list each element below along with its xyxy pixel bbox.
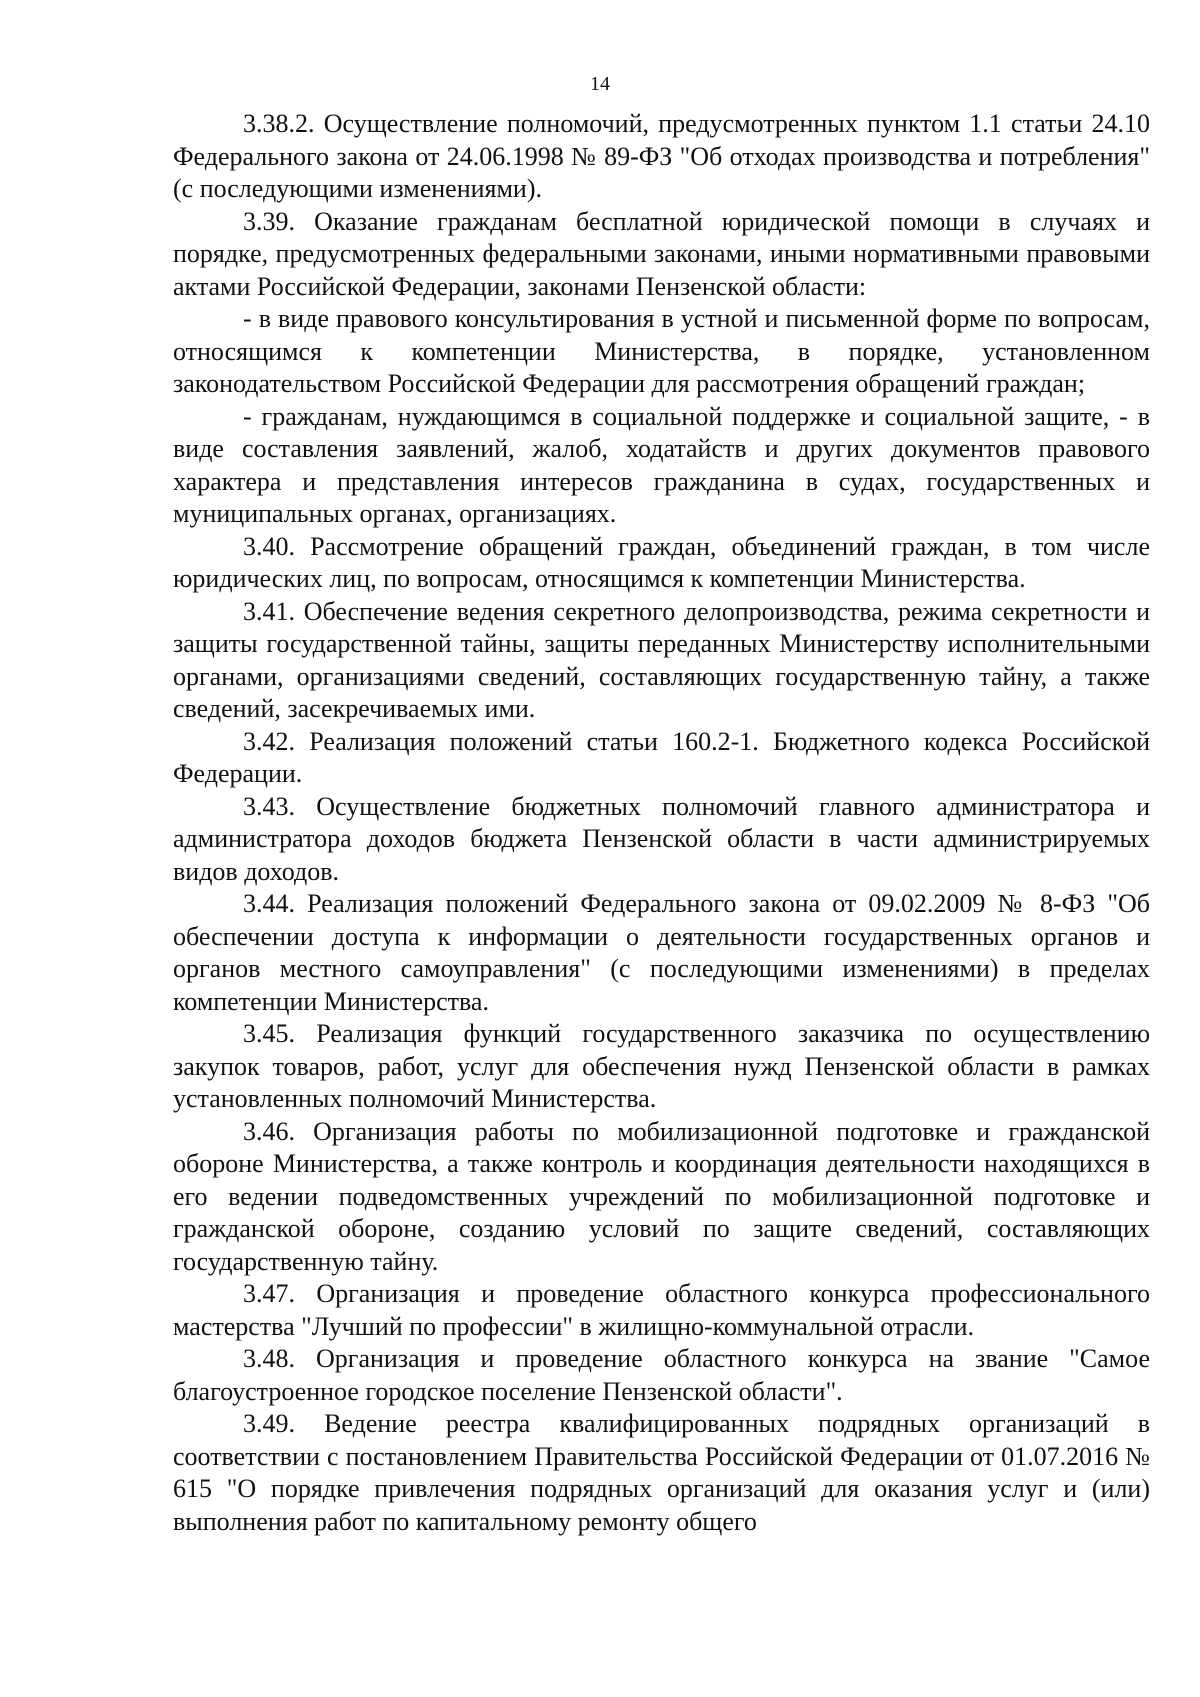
paragraph-3-46: 3.46. Организация работы по мобилизационной подготовке и гражданской обороне Министерства, а также контроль и координация деятельности находящихся в его ведении подведомственных учреждений по мобилизационной подготовке и гражданской обороне, созданию условий по защите сведений, составляющих государственную тайну. [173,1116,1150,1276]
paragraph-3-39-item-consulting: - в виде правового консультирования в устной и письменной форме по вопросам, относящимся к компетенции Министерства, в порядке, установленном законодательством Российской Федерации для рассмотрения обращений граждан; [173,304,1150,398]
paragraph-3-41: 3.41. Обеспечение ведения секретного делопроизводства, режима секретности и защиты государственной тайны, защиты переданных Министерству исполнительными органами, организациями сведений, составляющих государственную тайну, а также сведений, засекречиваемых ими. [173,596,1150,723]
paragraph-3-38-2: 3.38.2. Осуществление полномочий, предусмотренных пунктом 1.1 статьи 24.10 Федерального закона от 24.06.1998 № 89-ФЗ "Об отходах производства и потребления" (с последующими изменениями). [173,109,1150,203]
paragraph-3-39: 3.39. Оказание гражданам бесплатной юридической помощи в случаях и порядке, предусмотренных федеральными законами, иными нормативными правовыми актами Российской Федерации, законами Пензенской области: [173,206,1150,301]
document-body [173,108,1150,1538]
page-number: 14 [590,73,610,95]
paragraph-3-43: 3.43. Осуществление бюджетных полномочий главного администратора и администратора доходов бюджета Пензенской области в части администрируемых видов доходов. [173,791,1150,886]
paragraph-3-48: 3.48. Организация и проведение областного конкурса на звание "Самое благоустроенное городское поселение Пензенской области". [173,1344,1150,1406]
paragraph-3-39-item-social-support: - гражданам, нуждающимся в социальной поддержке и социальной защите, - в виде составления заявлений, жалоб, ходатайств и других документов правового характера и представления интересов гражданина в судах, государственных и муниципальных органах, организациях. [173,401,1150,528]
paragraph-3-47: 3.47. Организация и проведение областного конкурса профессионального мастерства "Лучший по профессии" в жилищно-коммунальной отрасли. [173,1279,1150,1341]
paragraph-3-44: 3.44. Реализация положений Федерального закона от 09.02.2009 № 8-ФЗ "Об обеспечении доступа к информации о деятельности государственных органов и органов местного самоуправления" (с последующими изменениями) в пределах компетенции Министерства. [173,889,1150,1016]
paragraph-3-45: 3.45. Реализация функций государственного заказчика по осуществлению закупок товаров, работ, услуг для обеспечения нужд Пензенской области в рамках установленных полномочий Министерства. [173,1019,1150,1113]
paragraph-3-42: 3.42. Реализация положений статьи 160.2-1. Бюджетного кодекса Российской Федерации. [173,726,1150,788]
paragraph-3-40: 3.40. Рассмотрение обращений граждан, объединений граждан, в том числе юридических лиц, по вопросам, относящимся к компетенции Министерства. [173,531,1150,593]
paragraph-3-49: 3.49. Ведение реестра квалифицированных подрядных организаций в соответствии с постановлением Правительства Российской Федерации от 01.07.2016 № 615 "О порядке привлечения подрядных организаций для оказания услуг и (или) выполнения работ по капитальному ремонту общего [173,1409,1150,1536]
